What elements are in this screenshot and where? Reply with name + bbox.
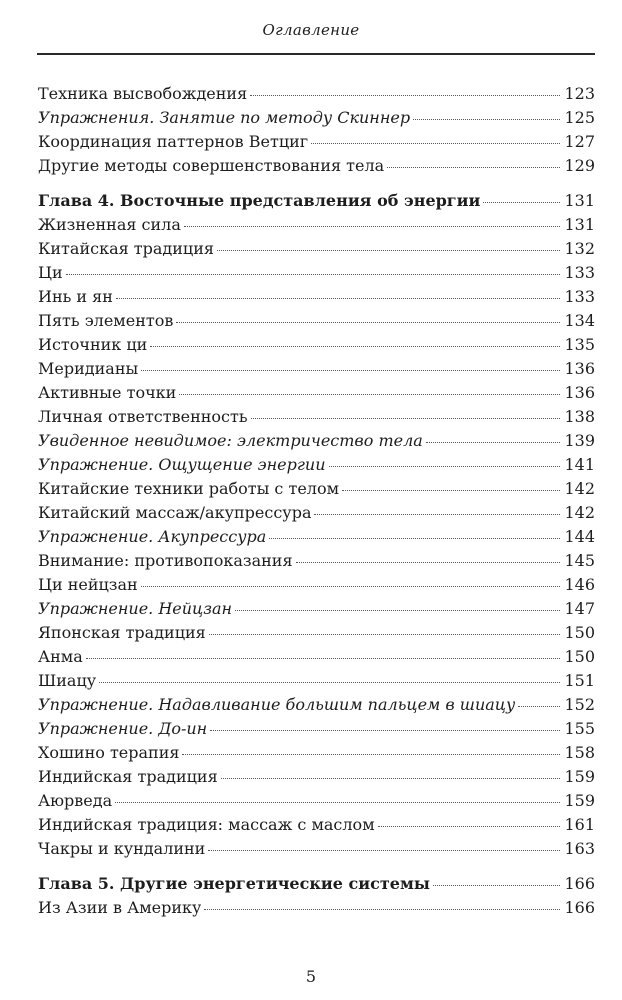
toc-entry-page: 123 [564, 84, 595, 103]
toc-entry-title: Анма [38, 647, 83, 666]
toc-entry-title: Шиацу [38, 671, 97, 690]
dot-leader [221, 778, 561, 779]
dot-leader [378, 826, 561, 827]
dot-leader [208, 850, 560, 851]
toc-entry [38, 621, 595, 645]
dot-leader [329, 466, 561, 467]
toc-entry [38, 813, 595, 837]
toc-entry-title: Китайские техники работы с телом [38, 479, 340, 498]
toc-entry [38, 405, 595, 429]
dot-leader [311, 143, 560, 144]
dot-leader [387, 167, 560, 168]
toc-entry [38, 741, 595, 765]
toc-entry-page: 161 [564, 815, 595, 834]
toc-entry [38, 669, 595, 693]
toc-entry-page: 151 [564, 671, 595, 690]
toc-entry-page: 147 [564, 599, 595, 618]
toc-entry-page: 158 [564, 743, 595, 762]
toc-entry-title: Координация паттернов Ветциг [38, 132, 309, 151]
toc-entry [38, 453, 595, 477]
toc-entry [38, 285, 595, 309]
toc-entry-title: Активные точки [38, 383, 177, 402]
toc-entry [38, 765, 595, 789]
dot-leader [184, 226, 561, 227]
toc-entry-page: 127 [564, 132, 595, 151]
toc-entry-page: 152 [564, 695, 595, 714]
table-of-contents [38, 82, 595, 920]
toc-entry-page: 159 [564, 767, 595, 786]
toc-entry-title: Китайская традиция [38, 239, 214, 258]
toc-entry-page: 135 [564, 335, 595, 354]
toc-entry [38, 837, 595, 861]
toc-entry-title: Внимание: противопоказания [38, 551, 293, 570]
toc-entry-page: 146 [564, 575, 595, 594]
toc-entry-title: Хошино терапия [38, 743, 180, 762]
dot-leader [413, 119, 560, 120]
dot-leader [66, 274, 561, 275]
toc-entry-title: Упражнение. До-ин [38, 719, 208, 738]
toc-entry-title: Источник ци [38, 335, 148, 354]
dot-leader [176, 322, 560, 323]
toc-entry-page: 133 [564, 263, 595, 282]
toc-entry [38, 501, 595, 525]
dot-leader [342, 490, 560, 491]
toc-entry [38, 357, 595, 381]
toc-entry-page: 142 [564, 479, 595, 498]
toc-entry-title: Индийская традиция [38, 767, 218, 786]
toc-entry-page: 129 [564, 156, 595, 175]
toc-entry-title: Упражнение. Надавливание большим пальцем в шиацу [38, 695, 516, 714]
toc-entry-title: Упражнение. Акупрессура [38, 527, 267, 546]
dot-leader [141, 586, 561, 587]
toc-entry-title: Японская традиция [38, 623, 206, 642]
dot-leader [269, 538, 560, 539]
dot-leader [210, 730, 560, 731]
toc-entry-page: 159 [564, 791, 595, 810]
toc-entry-page: 144 [564, 527, 595, 546]
toc-entry [38, 645, 595, 669]
toc-entry [38, 261, 595, 285]
toc-entry-title: Из Азии в Америку [38, 898, 202, 917]
dot-leader [141, 370, 560, 371]
toc-entry [38, 309, 595, 333]
toc-entry [38, 789, 595, 813]
dot-leader [99, 682, 560, 683]
toc-entry [38, 130, 595, 154]
toc-entry [38, 429, 595, 453]
toc-entry-page: 141 [564, 455, 595, 474]
dot-leader [179, 394, 560, 395]
toc-entry-title: Увиденное невидимое: электричество тела [38, 431, 423, 450]
toc-entry-title: Личная ответственность [38, 407, 248, 426]
toc-entry-page: 145 [564, 551, 595, 570]
toc-entry-page: 150 [564, 647, 595, 666]
toc-entry [38, 549, 595, 573]
toc-entry [38, 477, 595, 501]
toc-entry [38, 525, 595, 549]
dot-leader [115, 802, 560, 803]
toc-entry [38, 213, 595, 237]
toc-chapter-entry [38, 872, 595, 896]
toc-entry-title: Меридианы [38, 359, 139, 378]
toc-entry-page: 139 [564, 431, 595, 450]
toc-entry-page: 155 [564, 719, 595, 738]
toc-entry [38, 693, 595, 717]
dot-leader [296, 562, 561, 563]
dot-leader [150, 346, 560, 347]
dot-leader [116, 298, 561, 299]
dot-leader [518, 706, 560, 707]
dot-leader [483, 202, 560, 203]
toc-entry [38, 381, 595, 405]
toc-entry-title: Жизненная сила [38, 215, 181, 234]
toc-entry-title: Глава 4. Восточные представления об энергии [38, 191, 481, 210]
dot-leader [182, 754, 560, 755]
toc-entry-page: 166 [564, 874, 595, 893]
toc-entry-page: 136 [564, 359, 595, 378]
toc-entry-title: Аюрведа [38, 791, 113, 810]
toc-entry [38, 333, 595, 357]
toc-entry [38, 82, 595, 106]
toc-entry [38, 717, 595, 741]
toc-entry-title: Чакры и кундалини [38, 839, 206, 858]
toc-entry-title: Упражнение. Ощущение энергии [38, 455, 326, 474]
toc-entry-title: Ци нейцзан [38, 575, 138, 594]
toc-entry-title: Техника высвобождения [38, 84, 248, 103]
toc-entry [38, 106, 595, 130]
toc-entry-page: 163 [564, 839, 595, 858]
toc-entry [38, 597, 595, 621]
toc-entry-title: Упражнение. Нейцзан [38, 599, 233, 618]
dot-leader [209, 634, 561, 635]
dot-leader [217, 250, 560, 251]
toc-entry-page: 138 [564, 407, 595, 426]
toc-entry-title: Другие методы совершенствования тела [38, 156, 385, 175]
toc-entry-title: Упражнения. Занятие по методу Скиннер [38, 108, 411, 127]
toc-entry [38, 154, 595, 178]
toc-entry-title: Ци [38, 263, 63, 282]
toc-entry-page: 166 [564, 898, 595, 917]
toc-entry-page: 131 [564, 191, 595, 210]
running-header: Оглавление [262, 21, 360, 39]
toc-entry-title: Пять элементов [38, 311, 174, 330]
dot-leader [314, 514, 560, 515]
toc-entry-page: 125 [564, 108, 595, 127]
toc-entry-title: Китайский массаж/акупрессура [38, 503, 312, 522]
toc-entry [38, 573, 595, 597]
toc-entry-page: 142 [564, 503, 595, 522]
toc-entry-page: 150 [564, 623, 595, 642]
dot-leader [250, 95, 560, 96]
toc-entry-title: Индийская традиция: массаж с маслом [38, 815, 375, 834]
toc-chapter-entry [38, 189, 595, 213]
dot-leader [251, 418, 561, 419]
toc-entry-title: Глава 5. Другие энергетические системы [38, 874, 430, 893]
toc-entry-page: 133 [564, 287, 595, 306]
toc-entry-page: 134 [564, 311, 595, 330]
toc-entry-page: 132 [564, 239, 595, 258]
toc-entry [38, 237, 595, 261]
toc-entry-page: 136 [564, 383, 595, 402]
toc-entry-page: 131 [564, 215, 595, 234]
page-number: 5 [305, 967, 317, 986]
toc-entry [38, 896, 595, 920]
dot-leader [204, 909, 560, 910]
dot-leader [426, 442, 561, 443]
dot-leader [433, 885, 561, 886]
dot-leader [235, 610, 560, 611]
header-rule [37, 53, 595, 55]
toc-entry-title: Инь и ян [38, 287, 113, 306]
dot-leader [86, 658, 561, 659]
